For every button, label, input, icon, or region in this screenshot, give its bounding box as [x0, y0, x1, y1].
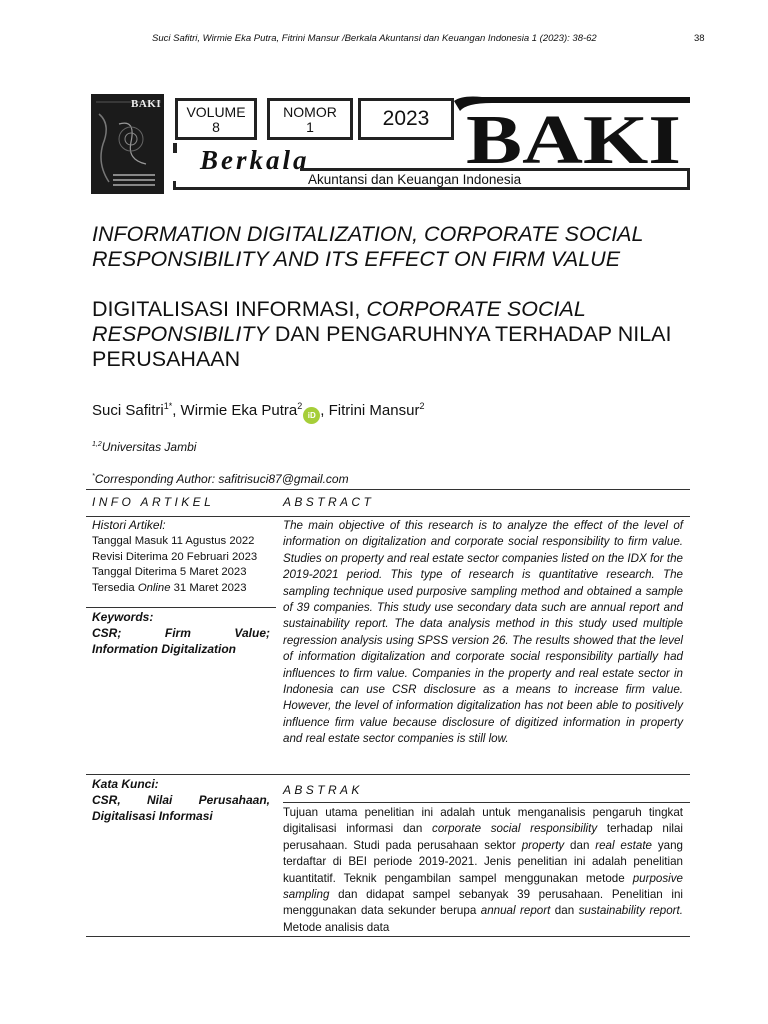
- keywords-line-1: CSR; Firm Value;: [92, 626, 270, 640]
- abstrak-heading: ABSTRAK: [283, 783, 363, 797]
- abstrak-head-rule: [283, 802, 690, 803]
- volume-label: VOLUME: [186, 104, 246, 120]
- history-bottom-rule: [86, 607, 276, 608]
- author-1: Suci Safitri: [92, 402, 164, 419]
- author-2-sup: 2: [297, 401, 303, 411]
- volume-box: [175, 98, 257, 140]
- kata-kunci-line-2: Digitalisasi Informasi: [92, 809, 213, 823]
- year-box: [358, 98, 454, 140]
- affiliation-sup: 1,2: [92, 441, 102, 448]
- kata-kunci-block: [92, 776, 270, 824]
- history-line: Revisi Diterima 20 Februari 2023: [92, 550, 258, 563]
- number-box: [267, 98, 353, 140]
- author-1-sup: 1*: [163, 401, 173, 411]
- abstrak-text: dan: [550, 904, 579, 918]
- abstract-indonesian: [283, 805, 683, 936]
- author-list: [92, 401, 424, 424]
- abstrak-italic-term: property: [521, 838, 565, 852]
- info-artikel-heading: INFO ARTIKEL: [92, 495, 215, 509]
- corresponding-sup: *: [92, 473, 95, 480]
- history-last-post: 31 Maret 2023: [170, 581, 247, 594]
- masthead-bottom-rule: [173, 181, 303, 190]
- subtitle-text: Akuntansi dan Keuangan Indonesia: [308, 172, 522, 187]
- abstrak-text: terhadap nilai perusahaan. Studi pada perusahaan sektor: [283, 822, 683, 852]
- abstrak-italic-term: corporate social responsibility: [432, 822, 598, 836]
- title-indonesian: [92, 297, 712, 372]
- running-header: [0, 33, 768, 47]
- keywords-heading: Keywords:: [92, 610, 154, 624]
- history-last-italic: Online: [137, 581, 171, 594]
- affiliation: [92, 440, 196, 454]
- keywords-block: [92, 609, 270, 657]
- abstract-english: The main objective of this research is to analyze the effect of the level of information on digitalization and corporate social responsibility to firm value. Studies on property and real estate sector companies listed on the IDX for the 2019-2021 period. This type of research is quantitative research. The sampling technique used purposive sampling method and obtained a sample of 39 companies. This study use secondary data such are annual report and sustainability report. The data analysis method in this study used multiple regression analysis using SPSS version 26. The results showed that the level of information digitalization and corporate social responsibility partially had influences to firm value. Companies in the property and real estate sector in Indonesia can use CSR disclosure as a means to increase firm value. However, the level of information digitalization has not been able to positively influence firm value because disclosure of digitized information in property and real estate sector companies is still low.: [283, 519, 683, 746]
- cover-text-lines: [113, 174, 155, 189]
- corresponding-author: [92, 472, 349, 486]
- abstrak-text: yang terdaftar di BEI periode 2019-2021. Jenis penelitian ini adalah penelitian kuantitatif. Teknik pengambilan sampel menggunakan metode: [283, 838, 683, 885]
- history-line: Tanggal Diterima 5 Maret 2023: [92, 566, 247, 578]
- affiliation-text: Universitas Jambi: [101, 440, 197, 454]
- year-value: 2023: [382, 107, 430, 130]
- table-top-rule: [86, 489, 690, 490]
- keywords-bottom-rule: [86, 774, 690, 775]
- abstrak-italic-term: purposive sampling: [283, 871, 683, 902]
- brand-script: Berkala: [200, 145, 310, 175]
- history-last-pre: Tersedia: [92, 581, 138, 594]
- number-label: NOMOR: [283, 104, 337, 120]
- history-line: Tanggal Masuk 11 Agustus 2022: [92, 535, 255, 547]
- journal-masthead: [90, 93, 690, 203]
- abstrak-italic-term: real estate: [595, 838, 653, 852]
- abstrak-text: dan didapat sampel sebanyak 39 perusahaan. Penelitian ini menggunakan data sekunder berupa: [283, 888, 683, 918]
- author-3-sup: 2: [419, 401, 425, 411]
- title-id-part2: CORPORATE SOCIAL RESPONSIBILITY: [92, 297, 586, 346]
- baki-logo: [452, 93, 692, 171]
- orcid-icon[interactable]: iD: [303, 407, 320, 424]
- kata-kunci-line-1: CSR, Nilai Perusahaan,: [92, 793, 270, 807]
- logo-text: BAKI: [466, 102, 681, 171]
- history-line: [92, 581, 270, 597]
- abstrak-text: Metode analisis data: [283, 920, 390, 934]
- citation-line: Suci Safitri, Wirmie Eka Putra, Fitrini Mansur /Berkala Akuntansi dan Keuangan Indonesia 1 (2023): 38-62: [152, 33, 597, 44]
- author-3: , Fitrini Mansur: [320, 402, 420, 419]
- kata-kunci-heading: Kata Kunci:: [92, 777, 159, 791]
- title-id-part3: DAN PENGARUHNYA TERHADAP NILAI PERUSAHAAN: [92, 322, 672, 371]
- abstrak-text: dan: [564, 838, 596, 852]
- page-number: 38: [694, 33, 705, 44]
- abstrak-italic-term: annual report: [480, 904, 551, 918]
- volume-value: 8: [212, 119, 220, 135]
- number-value: 1: [306, 119, 314, 135]
- journal-cover-thumbnail: [91, 94, 164, 194]
- title-id-part1: DIGITALISASI INFORMASI,: [92, 297, 367, 321]
- table-head-rule: [86, 516, 690, 517]
- author-2: , Wirmie Eka Putra: [172, 402, 298, 419]
- corresponding-text: Corresponding Author: safitrisuci87@gmail.com: [94, 472, 349, 486]
- journal-subtitle: [300, 168, 690, 190]
- history-title: Histori Artikel:: [92, 518, 166, 532]
- cover-title: BAKI: [131, 98, 162, 110]
- abstract-heading: ABSTRACT: [283, 495, 375, 509]
- abstrak-italic-term: sustainability report.: [578, 904, 683, 918]
- keywords-line-2: Information Digitalization: [92, 642, 236, 656]
- abstrak-text: Tujuan utama penelitian ini adalah untuk menganalisis pengaruh tingkat digitalisasi informasi dan: [283, 806, 683, 836]
- article-history: [92, 518, 270, 596]
- title-english: INFORMATION DIGITALIZATION, CORPORATE SOCIAL RESPONSIBILITY AND ITS EFFECT ON FIRM VALUE: [92, 222, 644, 271]
